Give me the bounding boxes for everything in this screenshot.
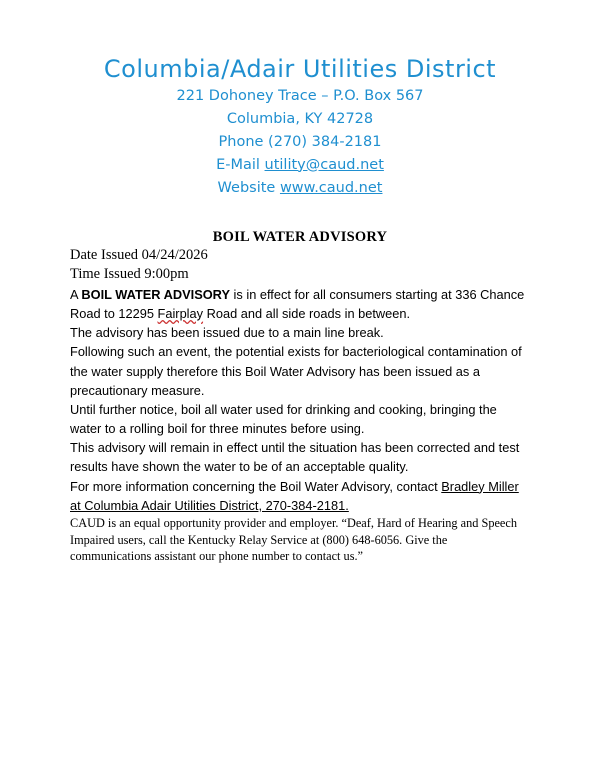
letterhead — [0, 0, 600, 199]
website-line — [0, 178, 600, 199]
contact-details: Bradley Miller at Columbia Adair Utilities District, 270-384-2181. — [70, 478, 519, 513]
city-state-zip: Columbia, KY 42728 — [226, 110, 374, 127]
advisory-lead-prefix: A — [70, 286, 82, 302]
equal-opportunity-footnote: CAUD is an equal opportunity provider and employer. “Deaf, Hard of Hearing and Speech Impaired users, call the Kentucky Relay Service at (800) 648-6056. Give the communications assistant our phone number to contact us.” — [70, 516, 517, 564]
date-issued: Date Issued 04/24/2026 — [70, 246, 208, 263]
email-label: E-Mail — [216, 156, 265, 173]
street-address — [0, 86, 600, 107]
organization-name: Columbia/Adair Utilities District — [103, 55, 497, 83]
advisory-reason: The advisory has been issued due to a main line break. — [70, 325, 384, 341]
spellcheck-word: Fairplay — [157, 305, 204, 321]
contamination-paragraph: Following such an event, the potential exists for bacteriological contamination of the water supply therefore this Boil Water Advisory has been issued as a precautionary measure. — [70, 344, 522, 398]
street-address-text: 221 Dohoney Trace – P.O. Box 567 — [176, 87, 424, 104]
advisory-lead-tail: Road and all side roads in between. — [203, 305, 411, 321]
advisory-lead-emphasis: BOIL WATER ADVISORY — [81, 286, 230, 302]
time-issued: Time Issued 9:00pm — [70, 266, 189, 283]
contact-prefix: For more information concerning the Boil Water Advisory, contact — [70, 478, 442, 494]
duration-paragraph: This advisory will remain in effect until the situation has been corrected and test results have shown the water to be of an acceptable quality. — [70, 440, 520, 475]
email-link[interactable]: utility@caud.net — [264, 156, 384, 173]
advisory-lead-rest: is in effect for all consumers starting at 336 Chance Road to 12295 — [70, 286, 525, 321]
website-link[interactable]: www.caud.net — [279, 179, 383, 196]
advisory-lead-paragraph — [70, 285, 530, 323]
phone-number: Phone (270) 384-2181 — [218, 133, 382, 150]
document-body — [0, 246, 600, 565]
page-title: BOIL WATER ADVISORY — [212, 228, 388, 245]
website-label: Website — [217, 179, 280, 196]
instructions-paragraph: Until further notice, boil all water used for drinking and cooking, bringing the water to a rolling boil for three minutes before using. — [70, 401, 497, 437]
contact-paragraph — [70, 477, 530, 515]
email-line — [0, 155, 600, 176]
